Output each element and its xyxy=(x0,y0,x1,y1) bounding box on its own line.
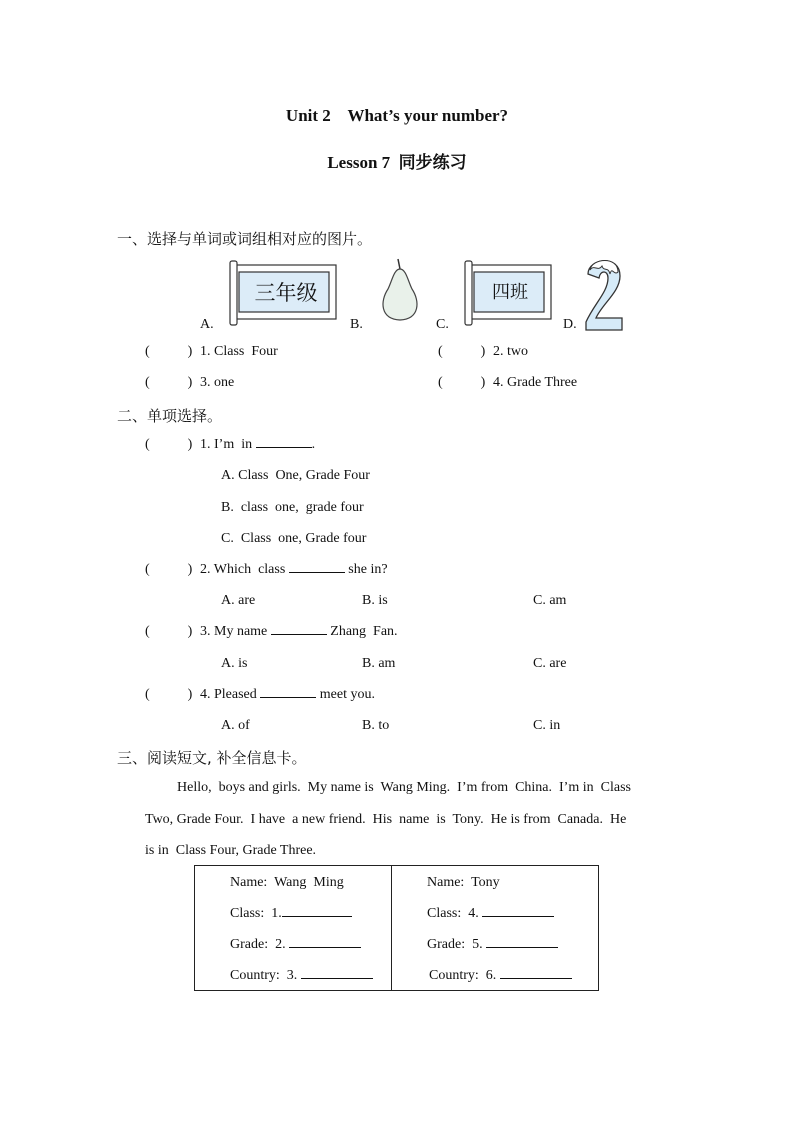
card-blank-2[interactable] xyxy=(289,946,361,948)
lesson-title: Lesson 7 同步练习 xyxy=(327,153,467,172)
card-right-country: Country: 6. xyxy=(429,968,572,984)
s2-q3-option-a[interactable]: A. is xyxy=(221,656,248,671)
pear-icon xyxy=(376,257,424,323)
s1-item-3-paren[interactable]: ( ) xyxy=(145,375,193,390)
card-blank-5[interactable] xyxy=(486,946,558,948)
s2-q4-blank[interactable] xyxy=(260,696,316,698)
s2-q3-option-c[interactable]: C. are xyxy=(533,656,567,671)
s2-q1-blank[interactable] xyxy=(256,446,312,448)
section3-heading: 三、阅读短文, 补全信息卡。 xyxy=(117,749,307,767)
s2-q3-paren[interactable]: ( ) xyxy=(145,624,193,639)
card-left-grade: Grade: 2. xyxy=(230,937,361,953)
s1-item-1-text: 1. Class Four xyxy=(200,344,278,359)
passage-line-3: is in Class Four, Grade Three. xyxy=(145,843,317,858)
s1-item-1-paren[interactable]: ( ) xyxy=(145,344,193,359)
s2-q2-paren[interactable]: ( ) xyxy=(145,562,193,577)
s2-q2-option-c[interactable]: C. am xyxy=(533,593,567,608)
s2-q2-stem: 2. Which class she in? xyxy=(200,562,388,577)
passage-line-1: Hello, boys and girls. My name is Wang Ming. I’m from China. I’m in Class xyxy=(177,780,631,795)
picture-a-letter: A. xyxy=(200,317,214,332)
card-right-name: Name: Tony xyxy=(427,875,500,890)
s2-q4-option-c[interactable]: C. in xyxy=(533,718,561,733)
s2-q3-blank[interactable] xyxy=(271,633,327,635)
s2-q3-stem: 3. My name Zhang Fan. xyxy=(200,624,398,639)
picture-c-sign-text: 四班 xyxy=(492,282,528,303)
s2-q2-option-a[interactable]: A. are xyxy=(221,593,256,608)
picture-a-sign-text: 三年级 xyxy=(254,281,318,305)
section2-heading: 二、单项选择。 xyxy=(117,407,223,425)
s2-q4-option-a[interactable]: A. of xyxy=(221,718,250,733)
unit-title: Unit 2 What’s your number? xyxy=(285,106,509,125)
card-blank-1[interactable] xyxy=(282,915,352,917)
s2-q3-option-b[interactable]: B. am xyxy=(362,656,396,671)
card-left-country: Country: 3. xyxy=(230,968,373,984)
passage-line-2: Two, Grade Four. I have a new friend. His name is Tony. He is from Canada. He xyxy=(145,812,627,827)
s1-item-4-text: 4. Grade Three xyxy=(493,375,578,390)
info-card-divider xyxy=(391,866,392,990)
s2-q1-paren[interactable]: ( ) xyxy=(145,437,193,452)
picture-b-letter: B. xyxy=(350,317,363,332)
picture-c-class-sign xyxy=(463,259,553,327)
card-blank-3[interactable] xyxy=(301,977,373,979)
s1-item-4-paren[interactable]: ( ) xyxy=(438,375,486,390)
section1-heading: 一、选择与单词或词组相对应的图片。 xyxy=(117,230,373,248)
s2-q4-stem: 4. Pleased meet you. xyxy=(200,687,375,702)
s2-q1-option-b[interactable]: B. class one, grade four xyxy=(221,500,364,515)
s2-q1-option-c[interactable]: C. Class one, Grade four xyxy=(221,531,367,546)
number-two-icon xyxy=(582,252,626,332)
s1-item-2-text: 2. two xyxy=(493,344,528,359)
s2-q2-blank[interactable] xyxy=(289,571,345,573)
s2-q4-option-b[interactable]: B. to xyxy=(362,718,390,733)
card-blank-4[interactable] xyxy=(482,915,554,917)
picture-a-grade-sign xyxy=(228,259,338,327)
s2-q2-option-b[interactable]: B. is xyxy=(362,593,388,608)
s1-item-2-paren[interactable]: ( ) xyxy=(438,344,486,359)
s2-q1-stem: 1. I’m in . xyxy=(200,437,316,452)
card-blank-6[interactable] xyxy=(500,977,572,979)
card-right-class: Class: 4. xyxy=(427,906,554,922)
s1-item-3-text: 3. one xyxy=(200,375,235,390)
s2-q1-option-a[interactable]: A. Class One, Grade Four xyxy=(221,468,370,483)
picture-c-letter: C. xyxy=(436,317,449,332)
card-right-grade: Grade: 5. xyxy=(427,937,558,953)
card-left-class: Class: 1. xyxy=(230,906,352,922)
picture-d-letter: D. xyxy=(563,317,577,332)
s2-q4-paren[interactable]: ( ) xyxy=(145,687,193,702)
card-left-name: Name: Wang Ming xyxy=(230,875,344,890)
